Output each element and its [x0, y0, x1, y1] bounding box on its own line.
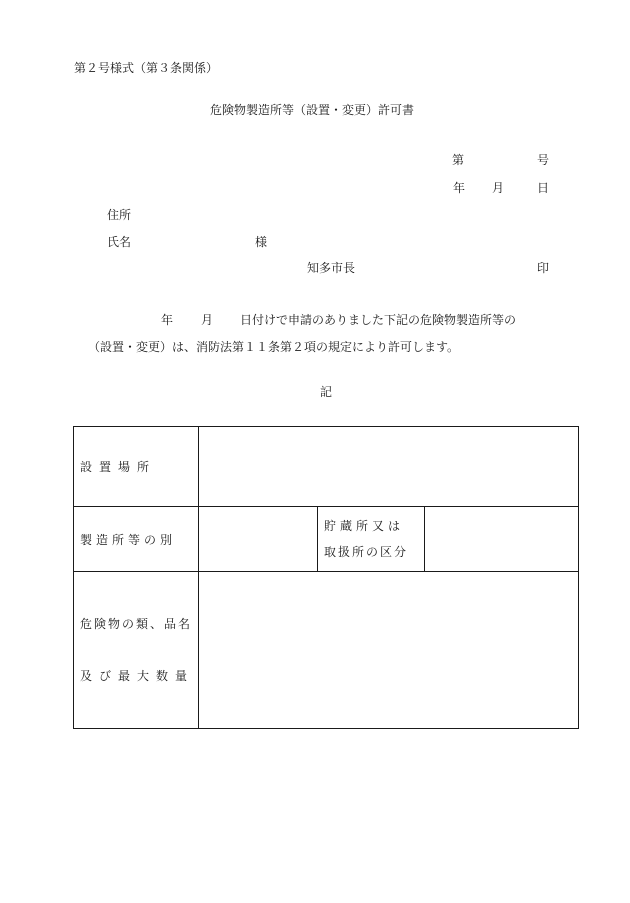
- hazmat-label: [74, 572, 199, 729]
- name-label: 氏名: [107, 235, 132, 249]
- form-number: 第２号様式（第３条関係）: [74, 61, 219, 75]
- type-label: 製造所等の別: [74, 507, 199, 572]
- body-month: 月: [201, 313, 214, 327]
- table-row: [74, 507, 579, 572]
- ki-mark: 記: [320, 385, 333, 399]
- date-year: 年: [453, 181, 466, 195]
- document-title: 危険物製造所等（設置・変更）許可書: [210, 103, 415, 117]
- honorific: 様: [255, 235, 268, 249]
- type-value: [199, 507, 318, 572]
- hazmat-label-line1: 危険物の類、品名: [80, 617, 193, 631]
- category-value: [425, 507, 579, 572]
- table-row: [74, 572, 579, 729]
- date-day: 日: [537, 181, 550, 195]
- location-value: [199, 427, 579, 507]
- body-line2: （設置・変更）は、消防法第１１条第２項の規定により許可します。: [88, 340, 460, 354]
- hazmat-label-line2: 及び最大数量: [80, 669, 195, 683]
- body-year: 年: [161, 313, 174, 327]
- seal-mark: 印: [537, 261, 550, 275]
- number-suffix: 号: [537, 153, 550, 167]
- table-row: [74, 427, 579, 507]
- category-label-line2: 取扱所の区分: [324, 545, 409, 559]
- date-month: 月: [492, 181, 505, 195]
- location-label: 設置場所: [74, 427, 199, 507]
- hazmat-value: [199, 572, 579, 729]
- number-prefix: 第: [452, 153, 465, 167]
- category-label: [318, 507, 425, 572]
- body-line1: 日付けで申請のありました下記の危険物製造所等の: [240, 313, 517, 327]
- address-label: 住所: [107, 208, 132, 222]
- issuer: 知多市長: [307, 261, 356, 275]
- category-label-line1: 貯蔵所又は: [324, 519, 405, 533]
- permit-table: [73, 426, 579, 729]
